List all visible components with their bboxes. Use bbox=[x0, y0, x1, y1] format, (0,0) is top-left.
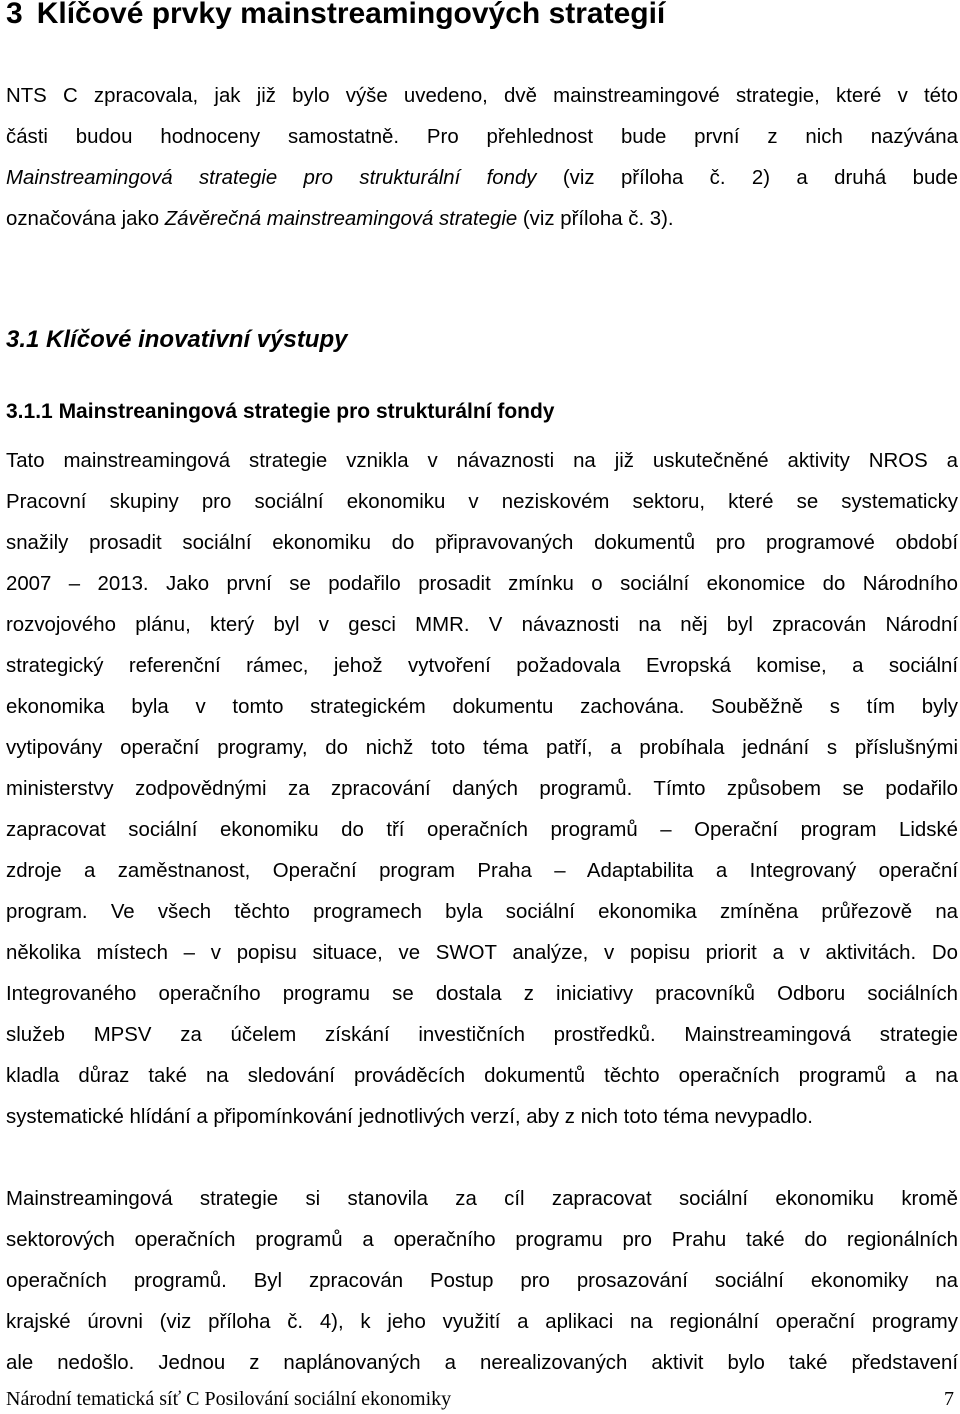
intro-line-1: NTS C zpracovala, jak již bylo výše uvedeno, dvě mainstreamingové strategie, které v této bbox=[6, 85, 958, 107]
intro-strategy-name-1: Mainstreamingová strategie pro strukturální fondy bbox=[6, 167, 537, 189]
chapter-heading bbox=[6, 0, 665, 36]
paragraph-line: operačních programů. Byl zpracován Postup pro prosazování sociální ekonomiky na bbox=[6, 1270, 958, 1292]
intro-strategy-name-2: Závěrečná mainstreamingová strategie bbox=[164, 208, 518, 230]
paragraph-line: rozvojového plánu, který byl v gesci MMR. V návaznosti na něj byl zpracován Národní bbox=[6, 614, 958, 636]
paragraph-line: ale nedošlo. Jednou z naplánovaných a nerealizovaných aktivit bylo také představení bbox=[6, 1352, 958, 1374]
paragraph-line: strategický referenční rámec, jehož vytvoření požadovala Evropská komise, a sociální bbox=[6, 655, 958, 677]
paragraph-line: ekonomika byla v tomto strategickém dokumentu zachována. Souběžně s tím byly bbox=[6, 696, 958, 718]
subsection-heading bbox=[6, 392, 554, 432]
intro-line-3-rest: (viz příloha č. 2) a druhá bude bbox=[536, 167, 958, 189]
footer-title: Národní tematická síť C Posilování sociální ekonomiky bbox=[6, 1388, 452, 1410]
paragraph-line: Pracovní skupiny pro sociální ekonomiku v neziskovém sektoru, které se systematicky bbox=[6, 491, 958, 513]
intro-paragraph bbox=[6, 76, 958, 240]
paragraph-line: Integrovaného operačního programu se dostala z iniciativy pracovníků Odboru sociálních bbox=[6, 983, 958, 1005]
page-number: 7 bbox=[944, 1388, 954, 1410]
paragraph-line: 2007 – 2013. Jako první se podařilo prosadit zmínku o sociální ekonomice do Národního bbox=[6, 573, 958, 595]
chapter-number: 3 bbox=[6, 0, 23, 30]
paragraph-line: krajské úrovni (viz příloha č. 4), k jeho využití a aplikaci na regionální operační programy bbox=[6, 1311, 958, 1333]
subsection-number: 3.1.1 bbox=[6, 400, 53, 423]
section-heading bbox=[6, 320, 347, 360]
paragraph-line: Tato mainstreamingová strategie vznikla v návaznosti na již uskutečněné aktivity NROS a bbox=[6, 450, 958, 472]
paragraph-line: snažily prosadit sociální ekonomiku do připravovaných dokumentů pro programové období bbox=[6, 532, 958, 554]
section-number: 3.1 bbox=[6, 326, 40, 353]
intro-line-3 bbox=[6, 158, 958, 199]
paragraph-line: systematické hlídání a připomínkování jednotlivých verzí, aby z nich toto téma nevypadlo. bbox=[6, 1106, 813, 1128]
paragraph-line: zapracovat sociální ekonomiku do tří operačních programů – Operační program Lidské bbox=[6, 819, 958, 841]
paragraph-line: kladla důraz také na sledování prováděcích dokumentů těchto operačních programů a na bbox=[6, 1065, 958, 1087]
page-footer bbox=[6, 1383, 954, 1414]
paragraph-line: zdroje a zaměstnanost, Operační program Praha – Adaptabilita a Integrovaný operační bbox=[6, 860, 958, 882]
chapter-title: Klíčové prvky mainstreamingových strategií bbox=[36, 0, 666, 30]
paragraph-line: ministerstvy zodpovědnými za zpracování daných programů. Tímto způsobem se podařilo bbox=[6, 778, 958, 800]
body-paragraph-1 bbox=[6, 441, 958, 1138]
body-paragraph-2 bbox=[6, 1179, 958, 1384]
intro-line-2: části budou hodnoceny samostatně. Pro přehlednost bude první z nich nazývána bbox=[6, 126, 958, 148]
paragraph-line: program. Ve všech těchto programech byla sociální ekonomika zmíněna průřezově na bbox=[6, 901, 958, 923]
paragraph-line: služeb MPSV za účelem získání investičních prostředků. Mainstreamingová strategie bbox=[6, 1024, 958, 1046]
intro-line-4-rest: (viz příloha č. 3). bbox=[517, 208, 674, 230]
subsection-title: Mainstreaningová strategie pro strukturální fondy bbox=[58, 400, 555, 423]
section-title: Klíčové inovativní výstupy bbox=[46, 326, 348, 353]
paragraph-line: vytipovány operační programy, do nichž toto téma patří, a probíhala jednání s příslušnými bbox=[6, 737, 958, 759]
intro-line-4-start: označována jako bbox=[6, 208, 165, 230]
paragraph-line: sektorových operačních programů a operačního programu pro Prahu také do regionálních bbox=[6, 1229, 958, 1251]
paragraph-line: několika místech – v popisu situace, ve SWOT analýze, v popisu priorit a v aktivitách. Do bbox=[6, 942, 958, 964]
paragraph-line: Mainstreamingová strategie si stanovila za cíl zapracovat sociální ekonomiku kromě bbox=[6, 1188, 958, 1210]
intro-line-4 bbox=[6, 199, 958, 240]
